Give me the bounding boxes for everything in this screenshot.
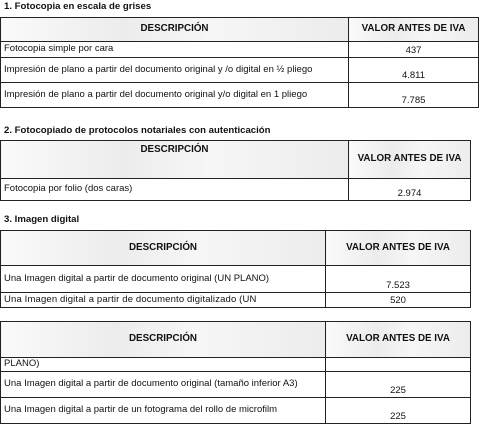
table-row: [1, 372, 471, 398]
table-header-row: [1, 18, 479, 42]
row-description: Una Imagen digital a partir de documento digitalizado (UN: [1, 293, 326, 308]
row-description: Fotocopia simple por cara: [1, 42, 349, 58]
value-header: VALOR ANTES DE IVA: [349, 18, 479, 42]
description-header: DESCRIPCIÓN: [1, 18, 349, 42]
description-header: DESCRIPCIÓN: [1, 231, 326, 266]
table-row: [1, 42, 479, 58]
table-row: [1, 398, 471, 424]
row-value: 7.785: [349, 83, 479, 108]
row-description: PLANO): [1, 358, 326, 372]
row-description: Impresión de plano a partir del documento original y /o digital en ½ pliego: [1, 58, 349, 83]
row-value: 4.811: [349, 58, 479, 83]
description-header: DESCRIPCIÓN: [1, 141, 349, 179]
table-row: [1, 83, 479, 108]
section-3-title: 3. Imagen digital: [4, 214, 80, 225]
table-row: [1, 266, 471, 293]
value-header: VALOR ANTES DE IVA: [326, 322, 471, 358]
table-header-row: [1, 231, 471, 266]
table-row: [1, 179, 471, 201]
price-table-notarial: [0, 140, 471, 201]
table-row: [1, 293, 471, 308]
description-header: DESCRIPCIÓN: [1, 322, 326, 358]
section-2-title: 2. Fotocopiado de protocolos notariales con autenticación: [4, 125, 271, 136]
price-table-grayscale: [0, 17, 479, 108]
row-value: 437: [349, 42, 479, 58]
table-header-row: [1, 141, 471, 179]
row-value: 225: [326, 398, 471, 424]
price-table-digital-image: [0, 230, 471, 308]
row-value: 225: [326, 372, 471, 398]
row-description: Una Imagen digital a partir de documento original (UN PLANO): [1, 266, 326, 293]
row-value: [326, 358, 471, 372]
value-header: VALOR ANTES DE IVA: [326, 231, 471, 266]
table-header-row: [1, 322, 471, 358]
price-table-digital-image-continued: [0, 321, 471, 424]
section-1-title: 1. Fotocopia en escala de grises: [4, 1, 152, 12]
row-description: Fotocopia por folio (dos caras): [1, 179, 349, 201]
table-row: [1, 58, 479, 83]
row-value: 7.523: [326, 266, 471, 293]
row-description: Una Imagen digital a partir de documento original (tamaño inferior A3): [1, 372, 326, 398]
row-value: 2.974: [349, 179, 471, 201]
table-row: [1, 358, 471, 372]
row-value: 520: [326, 293, 471, 308]
value-header: VALOR ANTES DE IVA: [349, 141, 471, 179]
row-description: Una Imagen digital a partir de un fotograma del rollo de microfilm: [1, 398, 326, 424]
row-description: Impresión de plano a partir del documento original y/o digital en 1 pliego: [1, 83, 349, 108]
